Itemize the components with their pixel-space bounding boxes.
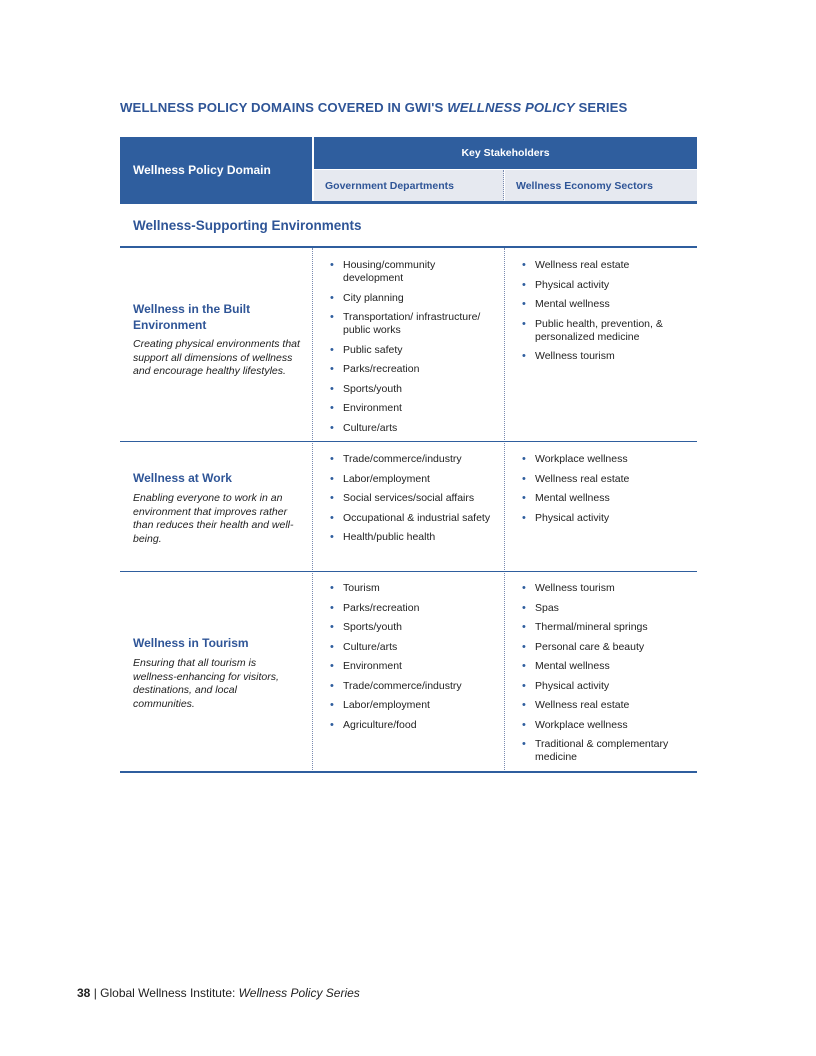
list-item: • Culture/arts xyxy=(326,422,491,435)
list-item: • Spas xyxy=(518,602,683,615)
list-item: • Wellness real estate xyxy=(518,699,683,712)
row-description: Creating physical environments that support all dimensions of wellness and encourage healthy lifestyles. xyxy=(133,338,300,377)
page-footer xyxy=(77,986,360,1000)
column-separator xyxy=(504,248,505,772)
list-item: • Physical activity xyxy=(518,279,683,292)
list-item: • Social services/social affairs xyxy=(326,492,491,505)
list-item: • Thermal/mineral springs xyxy=(518,621,683,634)
row-description: Ensuring that all tourism is wellness-enhancing for visitors, destinations, and local communities. xyxy=(133,657,279,710)
list-item: • Labor/employment xyxy=(326,699,491,712)
list-item: • Workplace wellness xyxy=(518,719,683,732)
list-item: • Physical activity xyxy=(518,680,683,693)
row-divider xyxy=(120,571,697,572)
list-item: • Trade/commerce/industry xyxy=(326,453,491,466)
government-list xyxy=(326,453,491,551)
row-title: Wellness in the Built Environment xyxy=(133,302,251,332)
row-description: Enabling everyone to work in an environment that improves rather than reduces their health and well-being. xyxy=(133,492,294,545)
row-title: Wellness at Work xyxy=(133,471,232,485)
footer-series: Wellness Policy Series xyxy=(238,986,360,1000)
list-item: • City planning xyxy=(326,292,491,305)
list-item: • Public health, prevention, & personalized medicine xyxy=(518,318,683,344)
list-item: • Public safety xyxy=(326,344,491,357)
table-title xyxy=(120,100,627,115)
list-item: • Wellness real estate xyxy=(518,473,683,486)
list-item: • Mental wellness xyxy=(518,660,683,673)
list-item: • Wellness tourism xyxy=(518,582,683,595)
list-item: • Mental wellness xyxy=(518,492,683,505)
row-divider xyxy=(120,441,697,442)
table-header xyxy=(120,137,697,204)
list-item: • Wellness real estate xyxy=(518,259,683,272)
economy-list xyxy=(518,259,683,370)
list-item: • Transportation/ infrastructure/ public works xyxy=(326,311,491,337)
list-item: • Culture/arts xyxy=(326,641,491,654)
list-item: • Labor/employment xyxy=(326,473,491,486)
table-bottom-divider xyxy=(120,771,697,773)
header-key-stakeholders: Key Stakeholders xyxy=(314,137,697,169)
header-domain: Wellness Policy Domain xyxy=(120,137,312,202)
list-item: • Tourism xyxy=(326,582,491,595)
list-item: • Parks/recreation xyxy=(326,363,491,376)
header-government: Government Departments xyxy=(314,170,504,202)
list-item: • Trade/commerce/industry xyxy=(326,680,491,693)
list-item: • Agriculture/food xyxy=(326,719,491,732)
list-item: • Health/public health xyxy=(326,531,491,544)
header-economy: Wellness Economy Sectors xyxy=(505,170,697,202)
row-title: Wellness in Tourism xyxy=(133,636,249,650)
footer-text: | Global Wellness Institute: xyxy=(90,986,239,1000)
column-separator xyxy=(312,248,313,772)
list-item: • Parks/recreation xyxy=(326,602,491,615)
list-item: • Environment xyxy=(326,660,491,673)
economy-list xyxy=(518,453,683,531)
section-title: Wellness-Supporting Environments xyxy=(133,218,362,233)
government-list xyxy=(326,582,491,738)
list-item: • Personal care & beauty xyxy=(518,641,683,654)
list-item: • Environment xyxy=(326,402,491,415)
list-item: • Sports/youth xyxy=(326,621,491,634)
title-prefix: WELLNESS POLICY DOMAINS COVERED IN GWI'S xyxy=(120,100,448,115)
title-italic: WELLNESS POLICY xyxy=(447,100,575,115)
title-suffix: SERIES xyxy=(574,100,628,115)
list-item: • Occupational & industrial safety xyxy=(326,512,491,525)
economy-list xyxy=(518,582,683,771)
list-item: • Workplace wellness xyxy=(518,453,683,466)
list-item: • Traditional & complementary medicine xyxy=(518,738,683,764)
list-item: • Sports/youth xyxy=(326,383,491,396)
list-item: • Mental wellness xyxy=(518,298,683,311)
section-divider xyxy=(120,246,697,248)
list-item: • Wellness tourism xyxy=(518,350,683,363)
list-item: • Housing/community development xyxy=(326,259,491,285)
header-divider xyxy=(120,201,697,204)
government-list xyxy=(326,259,491,441)
list-item: • Physical activity xyxy=(518,512,683,525)
page-number: 38 xyxy=(77,986,91,1000)
